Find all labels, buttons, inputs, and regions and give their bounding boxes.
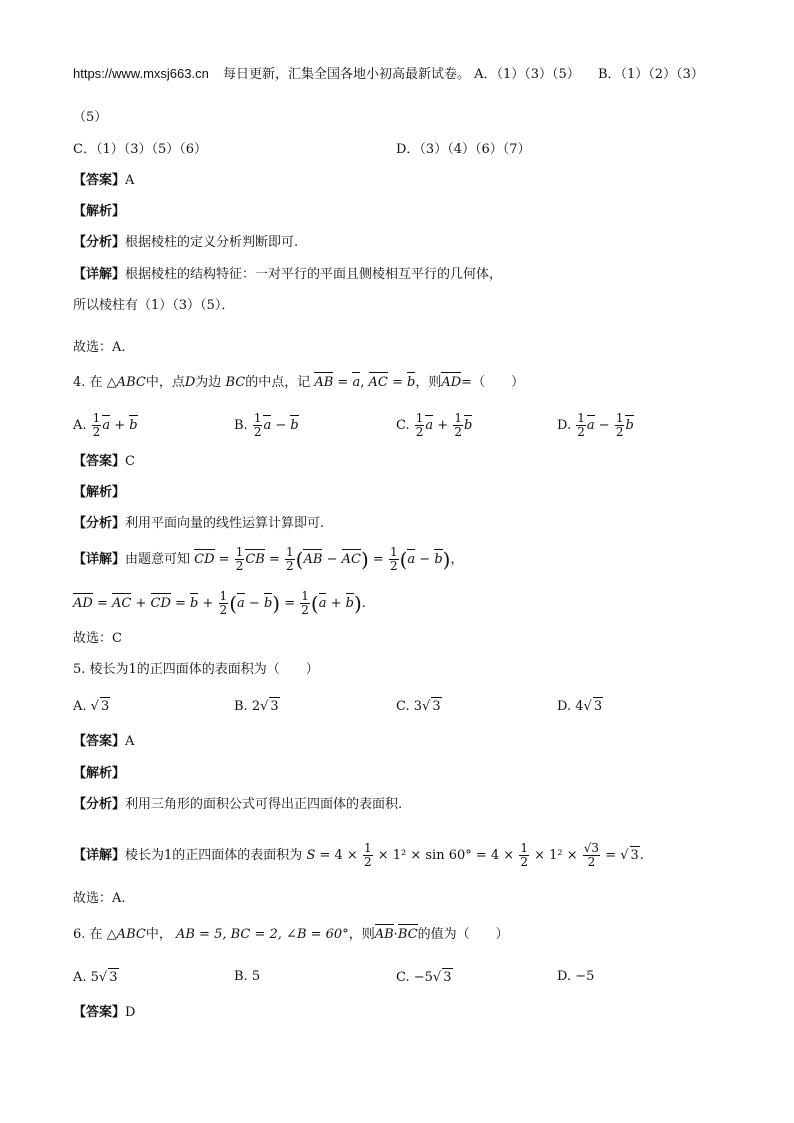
q5-guxuan: 故选：A. (73, 891, 126, 906)
q3-option-b: B．（1）（2）（3） (597, 67, 704, 82)
q4-formula-1: CD = $\frac{1}{2}$ CB = $\frac{1}{2}$ (AB − AC) = $\frac{1}{2}$ (a − b)， (194, 545, 464, 573)
header-line (73, 65, 704, 84)
q4-option-d: D. $\frac{1}{2}$ a − $\frac{1}{2}$ b (557, 411, 634, 439)
q3-option-b-cont: （5） (73, 110, 108, 125)
q5-xiangjie: 【详解】棱长为1的正四面体的表面积为 S = 4 × $\frac{1}{2}$ × 1² × sin 60° = 4 × $\frac{1}{2}$ × 1² × $\frac{√3}{2}$ = √ 3. (73, 841, 644, 869)
q3-answer (73, 172, 134, 190)
q4-option-a: A. $\frac{1}{2}$ a + b (73, 411, 138, 439)
q3-fenxi (73, 234, 298, 252)
q4-answer: 【答案】C (73, 454, 135, 469)
q4-text-4: ，则 (415, 375, 442, 390)
q4-text-2: 为边 (195, 375, 222, 390)
q4-fenxi: 【分析】利用平面向量的线性运算计算即可. (73, 516, 325, 531)
q6-option-d: D. −5 (557, 969, 595, 984)
q4-text-5: =（ ） (461, 375, 525, 390)
q3-option-a: A．（1）（3）（5） (474, 67, 580, 82)
q5-formula: S = 4 × $\frac{1}{2}$ × 1² × sin 60° = 4 × $\frac{1}{2}$ × 1² × $\frac{√3}{2}$ = √ 3. (306, 841, 644, 869)
q6-stem: 6. 在 △ABC中， AB = 5, BC = 2, ∠B = 60°，则AB·BC的值为（ ） (73, 927, 509, 942)
q3-option-d: D．（3）（4）（6）（7） (396, 142, 531, 157)
q3-xiangjie-2: 所以棱柱有（1）（3）（5）． (73, 298, 235, 313)
q5-option-a: A. √ 3 (73, 699, 110, 714)
site-url: https://www.mxsj663.cn (73, 66, 209, 81)
answer-value: A (125, 173, 135, 188)
q3-analysis-tag: 【解析】 (73, 204, 126, 219)
q3-guxuan: 故选：A. (73, 340, 126, 355)
q5-stem: 5. 棱长为1的正四面体的表面积为（ ） (73, 662, 319, 677)
q4-analysis-tag: 【解析】 (73, 485, 126, 500)
xiangjie-tag: 【详解】 (73, 267, 126, 282)
q3-xiangjie (73, 266, 502, 284)
q6-answer: 【答案】D (73, 1005, 136, 1020)
q5-answer: 【答案】A (73, 734, 135, 749)
q4-point-d: D (184, 375, 196, 390)
q3-option-c: C．（1）（3）（5）（6） (73, 142, 208, 157)
q5-fenxi: 【分析】利用三角形的面积公式可得出正四面体的表面积. (73, 797, 403, 812)
q6-option-a: A. 5√ 3 (73, 970, 118, 985)
q5-option-c: C. 3√ 3 (396, 699, 441, 714)
q4-option-b: B. $\frac{1}{2}$ a − b (234, 411, 299, 439)
q5-option-d: D. 4√ 3 (557, 699, 603, 714)
q4-vector-def: AB = a, AC = b (314, 375, 416, 390)
site-slogan: 每日更新，汇集全国各地小初高最新试卷。 (222, 67, 470, 82)
q6-option-c: C. −5√ 3 (396, 970, 452, 985)
q6-condition: AB = 5, BC = 2, ∠B = 60° (175, 927, 349, 942)
q4-text-3: 的中点，记 (245, 375, 311, 390)
q5-option-b: B. 2√ 3 (234, 699, 279, 714)
q4-text-1: 中，点 (145, 375, 185, 390)
q4-vector-ad: AD (441, 375, 462, 390)
q4-xiangjie: 【详解】由题意可知 CD = $\frac{1}{2}$ CB = $\frac{1}{2}$ (AB − AC) = $\frac{1}{2}$ (a − b)， (73, 545, 464, 573)
q6-option-b: B. 5 (234, 969, 261, 984)
q4-triangle: △ABC (106, 375, 146, 390)
fenxi-text: 根据棱柱的定义分析判断即可. (125, 235, 299, 250)
q4-option-c: C. $\frac{1}{2}$ a + $\frac{1}{2}$ b (396, 411, 473, 439)
fenxi-tag: 【分析】 (73, 235, 126, 250)
q4-guxuan: 故选：C (73, 631, 122, 646)
q6-dot-product: AB·BC (374, 927, 418, 942)
q4-num: 4. 在 (73, 375, 103, 390)
xiangjie-text: 根据棱柱的结构特征：一对平行的平面且侧棱相互平行的几何体， (125, 267, 503, 282)
q4-side-bc: BC (225, 375, 246, 390)
q4-stem (73, 374, 524, 392)
answer-tag: 【答案】 (73, 173, 126, 188)
q5-analysis-tag: 【解析】 (73, 766, 126, 781)
q4-formula-2: AD = AC + CD = b + $\frac{1}{2}$ (a − b) = $\frac{1}{2}$ (a + b). (73, 589, 366, 617)
